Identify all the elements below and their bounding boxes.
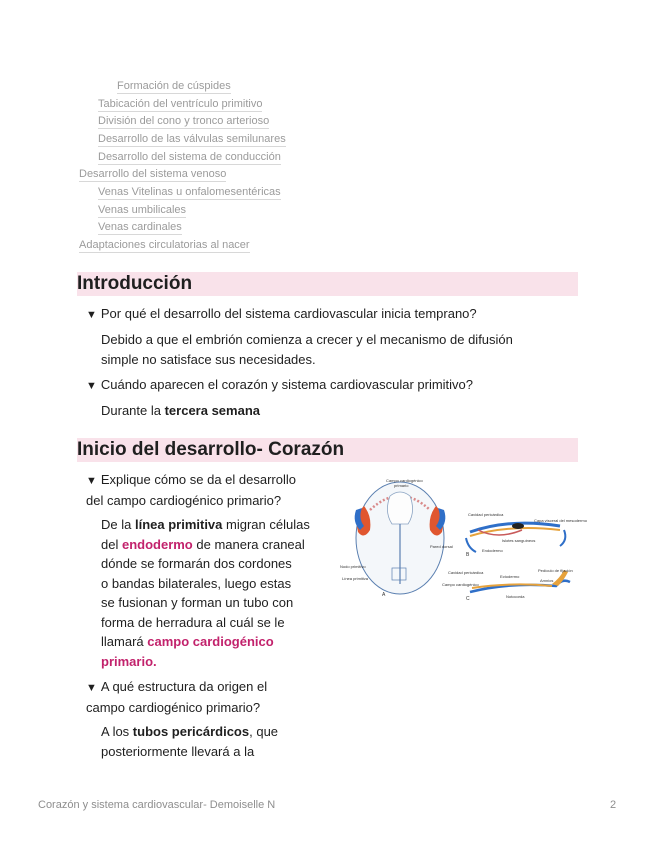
question-text: Por qué el desarrollo del sistema cardiovascular inicia temprano? <box>100 306 477 321</box>
answer-highlight: endodermo <box>121 536 193 552</box>
footer-title: Corazón y sistema cardiovascular- Demoiselle N <box>38 799 276 811</box>
label-a: A <box>382 592 386 598</box>
question-text: del campo cardiogénico primario? <box>86 493 282 508</box>
label-campo-c: Campo cardiogénico <box>442 582 479 587</box>
toggle-question-4[interactable] <box>86 677 267 717</box>
label-pared: Pared dorsal <box>430 544 453 549</box>
answer-text: de manera craneal <box>192 536 305 552</box>
answer-highlight: campo cardiogénico <box>147 634 274 649</box>
toggle-question-3[interactable] <box>86 470 296 510</box>
question-text: A qué estructura da origen el <box>100 679 268 694</box>
embryo-heart-diagram <box>338 476 587 602</box>
toc-link-valvulas-semilunares[interactable]: Desarrollo de las válvulas semilunares <box>98 133 286 145</box>
triangle-down-icon[interactable]: ▼ <box>86 682 97 694</box>
label-endodermo: Endodermo <box>482 548 503 553</box>
label-cavidad2: Cavidad pericárdica <box>448 570 484 575</box>
triangle-down-icon[interactable]: ▼ <box>86 309 97 321</box>
toc-link-division-cono[interactable]: División del cono y tronco arterioso <box>98 115 270 127</box>
answer-bold: tercera semana <box>164 403 260 418</box>
label-amnios: Amnios <box>540 578 554 583</box>
toggle-question-1[interactable] <box>86 304 477 325</box>
page-number: 2 <box>610 799 617 811</box>
label-cavidad: Cavidad pericárdica <box>468 512 504 517</box>
label-mesodermo: Capa visceral del mesodermo <box>534 518 587 523</box>
toc-link-venas-cardinales[interactable]: Venas cardinales <box>98 221 182 233</box>
question-text: Cuándo aparecen el corazón y sistema cardiovascular primitivo? <box>100 377 474 392</box>
toc-link-venas-umbilicales[interactable]: Venas umbilicales <box>98 204 187 216</box>
answer-1 <box>101 330 513 369</box>
answer-2 <box>101 401 260 421</box>
heading-inicio-desarrollo <box>77 438 578 462</box>
heading-inicio-desarrollo-text: Inicio del desarrollo- Corazón <box>77 439 345 460</box>
answer-bold: línea primitiva <box>134 517 223 532</box>
toc-link-tabicacion-ventriculo[interactable]: Tabicación del ventrículo primitivo <box>98 98 263 110</box>
answer-text: llamará <box>101 634 148 649</box>
label-c: C <box>466 596 470 602</box>
answer-text: Durante la <box>101 403 165 418</box>
question-text: Explique cómo se da el desarrollo <box>100 472 296 487</box>
toggle-question-2[interactable] <box>86 375 473 396</box>
answer-line: o bandas bilaterales, luego estas <box>101 575 292 591</box>
label-b: B <box>466 552 470 558</box>
label-campo-primario-2: primario <box>394 483 409 488</box>
triangle-down-icon[interactable]: ▼ <box>86 475 97 487</box>
label-ectodermo: Ectodermo <box>500 574 520 579</box>
label-campo-primario: Campo cardiogénico <box>386 478 423 483</box>
answer-line: se fusionan y forman un tubo con <box>101 595 294 610</box>
toc-link-sistema-venoso[interactable]: Desarrollo del sistema venoso <box>79 168 227 180</box>
label-islotes: Islotes sanguíneos <box>502 538 536 543</box>
answer-line: simple no satisface sus necesidades. <box>101 351 316 367</box>
answer-text: A los <box>101 724 133 739</box>
answer-line: forma de herradura al cuál se le <box>101 614 285 630</box>
heading-introduccion <box>77 272 578 296</box>
triangle-down-icon[interactable]: ▼ <box>86 380 97 392</box>
toc-link-venas-vitelinas[interactable]: Venas Vitelinas u onfalomesentéricas <box>98 186 281 198</box>
toc-link-sistema-conduccion[interactable]: Desarrollo del sistema de conducción <box>98 151 281 163</box>
answer-highlight: primario. <box>101 653 157 669</box>
label-pedicle: Pedículo de fijación <box>538 568 573 573</box>
toc-link-adaptaciones[interactable]: Adaptaciones circulatorias al nacer <box>79 239 250 251</box>
answer-line: posteriormente llevará a la <box>101 743 255 759</box>
answer-line: Debido a que el embrión comienza a crecer y el mecanismo de difusión <box>101 332 513 347</box>
answer-3 <box>101 515 310 671</box>
label-linea: Línea primitiva <box>342 576 369 581</box>
label-notocorda: Notocorda <box>506 594 525 599</box>
answer-text: del <box>101 536 122 552</box>
label-nodo: Nodo primitivo <box>340 564 366 569</box>
answer-text: migran células <box>222 517 310 532</box>
answer-4 <box>101 722 278 761</box>
answer-bold: tubos pericárdicos <box>132 724 250 739</box>
answer-text: De la <box>101 517 135 532</box>
answer-text: , que <box>249 724 279 739</box>
answer-line: dónde se formarán dos cordones <box>101 556 292 571</box>
heading-introduccion-text: Introducción <box>77 273 193 294</box>
question-text: campo cardiogénico primario? <box>86 700 261 715</box>
toc-link-formacion-cuspides[interactable]: Formación de cúspides <box>117 80 231 92</box>
